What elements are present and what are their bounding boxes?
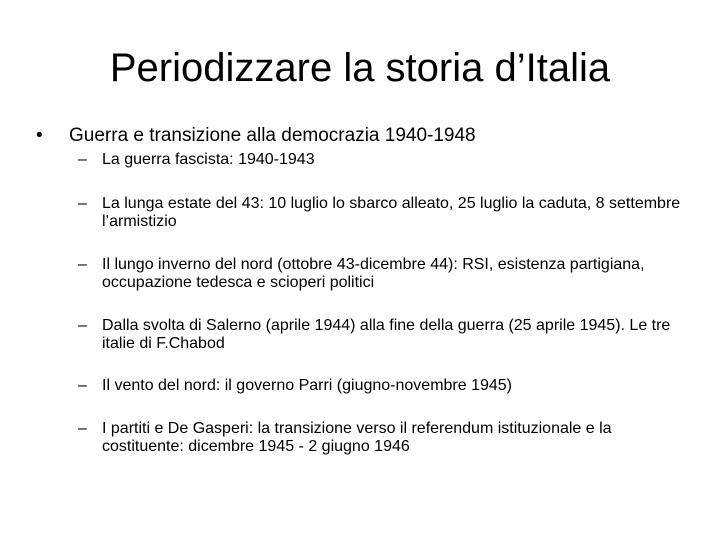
sub-bullet-text: La lunga estate del 43: 10 luglio lo sbarco alleato, 25 luglio la caduta, 8 settembre l’armistizio bbox=[102, 195, 681, 230]
dash-marker: – bbox=[78, 377, 87, 394]
dash-marker: – bbox=[78, 195, 87, 212]
dash-marker: – bbox=[78, 256, 87, 273]
sub-bullet-text: Dalla svolta di Salerno (aprile 1944) alla fine della guerra (25 aprile 1945). Le tre italie di F.Chabod bbox=[102, 317, 671, 352]
sub-bullet-text: Il vento del nord: il governo Parri (giugno-novembre 1945) bbox=[102, 377, 513, 394]
sub-bullet-text: La guerra fascista: 1940-1943 bbox=[102, 151, 315, 168]
main-bullet-text: Guerra e transizione alla democrazia 1940-1948 bbox=[69, 125, 476, 146]
dash-marker: – bbox=[78, 151, 87, 168]
sub-bullet-text: I partiti e De Gasperi: la transizione verso il referendum istituzionale e la costituente: dicembre 1945 - 2 giugno 1946 bbox=[102, 420, 612, 455]
dash-marker: – bbox=[78, 317, 87, 334]
slide-title: Periodizzare la storia d’Italia bbox=[109, 46, 611, 90]
sub-bullet-text: Il lungo inverno del nord (ottobre 43-dicembre 44): RSI, esistenza partigiana, occupazione tedesca e scioperi politici bbox=[102, 256, 645, 291]
bullet-marker: • bbox=[36, 125, 43, 146]
dash-marker: – bbox=[78, 420, 87, 437]
